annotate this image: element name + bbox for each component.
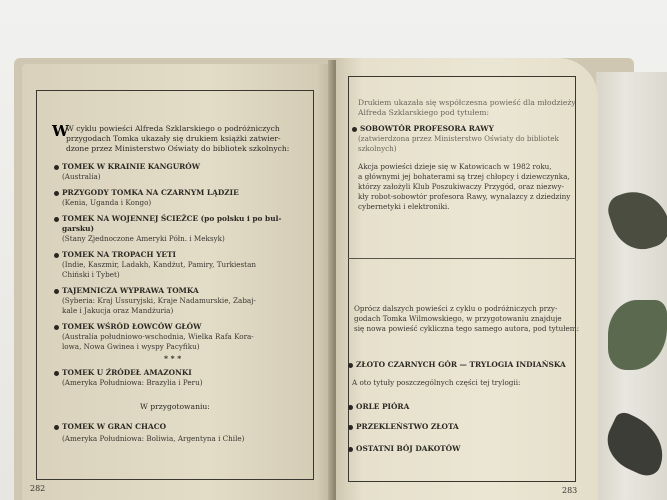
book-details: (Syberia: Kraj Ussuryjski, Kraje Nadamurskie, Zabaj-	[62, 296, 256, 305]
book-title: TOMEK U ŹRÓDEŁ AMAZONKI	[54, 368, 192, 378]
bullet-icon	[54, 289, 59, 294]
page-number: 283	[562, 486, 578, 495]
book-title: TOMEK NA WOJENNEJ ŚCIEŻCE (po polsku i po bul-	[54, 214, 281, 224]
bullet-icon	[348, 447, 353, 452]
book-note: szkolnych)	[358, 144, 397, 153]
book-details: (Kenia, Uganda i Kongo)	[62, 198, 152, 207]
intro-line: Drukiem ukazała się współczesna powieść dla młodzieży	[358, 98, 576, 107]
book-title: TOMEK W GRAN CHACO	[54, 422, 166, 432]
section-divider	[348, 258, 576, 259]
bullet-icon	[54, 217, 59, 222]
bullet-icon	[348, 363, 353, 368]
drop-cap: W	[52, 122, 69, 140]
continuation-line: się nowa powieść cykliczna tego samego autora, pod tytułem:	[354, 324, 580, 333]
page-number: 282	[30, 484, 46, 493]
separator-stars: * * *	[164, 354, 182, 363]
bullet-icon	[54, 425, 59, 430]
book-details: lowa, Nowa Gwinea i wyspy Pacyfiku)	[62, 342, 200, 351]
intro-line: przygodach Tomka ukazały się drukiem książki zatwier-	[66, 134, 281, 143]
book-title: TOMEK WŚRÓD ŁOWCÓW GŁÓW	[54, 322, 201, 332]
book-details: Chiński i Tybet)	[62, 270, 120, 279]
trilogy-title: ZŁOTO CZARNYCH GÓR — TRYLOGIA INDIAŃSKA	[348, 360, 566, 370]
book-title: TOMEK W KRAINIE KANGURÓW	[54, 162, 200, 172]
bullet-icon	[54, 253, 59, 258]
book-details: kale i Jakucja oraz Mandżuria)	[62, 306, 174, 315]
in-preparation-label: W przygotowaniu:	[140, 402, 210, 411]
continuation-line: Oprócz dalszych powieści z cyklu o podróżniczych przy-	[354, 304, 558, 313]
left-page	[22, 64, 332, 500]
bullet-icon	[54, 165, 59, 170]
right-page	[336, 58, 598, 500]
bullet-icon	[54, 191, 59, 196]
trilogy-part: ORLE PIÓRA	[348, 402, 409, 412]
book-details: (Ameryka Południowa: Boliwia, Argentyna i Chile)	[62, 434, 245, 443]
book-details: (Australia południowo-wschodnia, Wielka Rafa Kora-	[62, 332, 254, 341]
book-title-continued: garsku)	[62, 224, 95, 233]
description-line: kły robot-sobowtór profesora Rawy, wynalazcy z dziedziny	[358, 192, 571, 201]
bullet-icon	[348, 405, 353, 410]
book-title: PRZYGODY TOMKA NA CZARNYM LĄDZIE	[54, 188, 239, 198]
trilogy-part: PRZEKLEŃSTWO ZŁOTA	[348, 422, 459, 432]
trilogy-intro: A oto tytuły poszczególnych części tej trylogii:	[352, 378, 521, 387]
description-line: a głównymi jej bohaterami są trzej chłopcy i dziewczynka,	[358, 172, 570, 181]
book-note: (zatwierdzona przez Ministerstwo Oświaty do bibliotek	[358, 134, 559, 143]
intro-line: W cyklu powieści Alfreda Szklarskiego o podróżniczych	[66, 124, 280, 133]
book-details: (Australia)	[62, 172, 101, 181]
intro-line: Alfreda Szklarskiego pod tytułem:	[358, 108, 490, 117]
trilogy-part: OSTATNI BÓJ DAKOTÓW	[348, 444, 460, 454]
book-details: (Indie, Kaszmir, Ladakh, Kandżut, Pamiry, Turkiestan	[62, 260, 256, 269]
description-line: Akcja powieści dzieje się w Katowicach w 1982 roku,	[358, 162, 552, 171]
book-title: SOBOWTÓR PROFESORA RAWY	[352, 124, 494, 134]
continuation-line: godach Tomka Wilmowskiego, w przygotowaniu znajduje	[354, 314, 562, 323]
description-line: którzy założyli Klub Poszukiwaczy Przygód, oraz niezwy-	[358, 182, 564, 191]
description-line: cybernetyki i elektroniki.	[358, 202, 450, 211]
book-title: TOMEK NA TROPACH YETI	[54, 250, 176, 260]
bullet-icon	[54, 325, 59, 330]
bullet-icon	[54, 371, 59, 376]
book-title: TAJEMNICZA WYPRAWA TOMKA	[54, 286, 199, 296]
intro-line: dzone przez Ministerstwo Oświaty do bibliotek szkolnych:	[66, 144, 290, 153]
bullet-icon	[348, 425, 353, 430]
book-details: (Stany Zjednoczone Ameryki Półn. i Meksyk)	[62, 234, 225, 243]
book-details: (Ameryka Południowa: Brazylia i Peru)	[62, 378, 203, 387]
bullet-icon	[352, 127, 357, 132]
